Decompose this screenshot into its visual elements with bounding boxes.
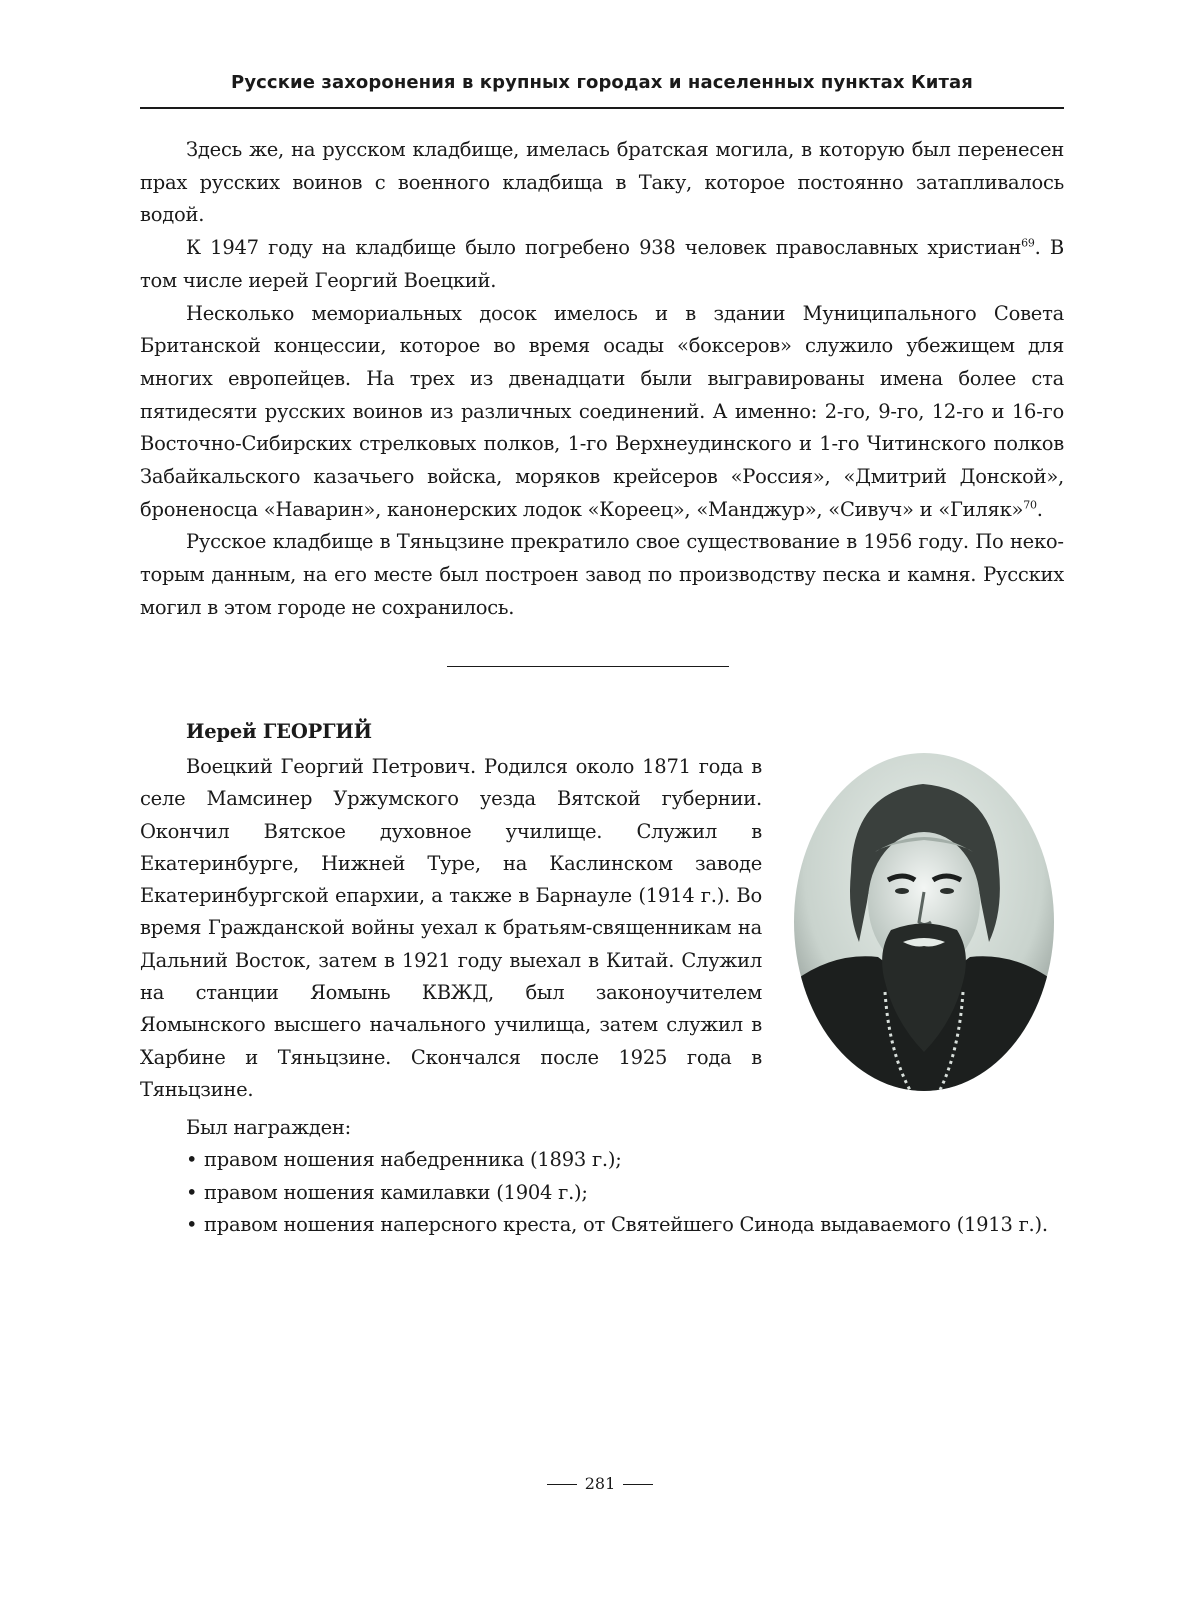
biography-title: Иерей ГЕОРГИЙ: [186, 720, 372, 743]
award-text: правом ношения камилавки (1904 г.);: [204, 1180, 588, 1204]
award-item: [186, 1144, 1064, 1176]
awards-intro: Был награжден:: [186, 1116, 351, 1139]
section-divider: [447, 666, 729, 667]
main-text: [140, 134, 1064, 625]
award-item: [186, 1209, 1064, 1241]
paragraph-1-text: Здесь же, на русском кладбище, имелась братская могила, в которую был перенесен прах русских воинов с военного кладбища в Таку, которое постоянно затапливалось водой.: [140, 138, 1064, 227]
footnote-ref-69: 69: [1021, 236, 1035, 250]
paragraph-2: [140, 232, 1064, 297]
page-footer: [0, 1474, 1200, 1493]
paragraph-1: [140, 134, 1064, 232]
page-number: 281: [584, 1474, 616, 1493]
portrait-oval: [793, 752, 1055, 1092]
footer-dash-left: [547, 1484, 577, 1485]
header-rule: [140, 107, 1064, 109]
priest-portrait-image: [793, 752, 1055, 1092]
running-header: Русские захоронения в крупных городах и населенных пунктах Китая: [231, 72, 973, 93]
awards-section: [140, 1112, 1064, 1241]
footer-dash-right: [623, 1484, 653, 1485]
paragraph-2-text: К 1947 году на кладбище было погребено 938 человек православных христиан: [186, 236, 1022, 260]
paragraph-4-text: Русское кладбище в Тяньцзине прекратило свое существование в 1956 году. По некоторым данным, на его месте был построен завод по производству песка и камня. Русских могил в этом городе не сохранилось.: [140, 530, 1064, 619]
paragraph-3: [140, 298, 1064, 527]
biography-paragraph: Воецкий Георгий Петрович. Родился около 1871 года в селе Мамсинер Уржумского уезда Вятской губернии. Окончил Вятское духовное училище. Служил в Екатеринбурге, Нижней Туре, на Каслинском заводе Екатеринбургской епархии, а также в Барнауле (1914 г.). Во время Гражданской войны уехал к братьям-священникам на Дальний Восток, затем в 1921 году выехал в Китай. Служил на станции Яомынь КВЖД, был законоучителем Яомынского высшего начального училища, затем служил в Харбине и Тяньцзине. Скончался после 1925 года в Тяньцзине.: [140, 755, 762, 1101]
award-text: правом ношения наперсного креста, от Святейшего Синода выдаваемого (1913 г.).: [204, 1212, 1048, 1236]
paragraph-3-text: Несколько мемориальных досок имелось и в здании Муниципального Совета Британской концессии, которое во время осады «боксеров» служило убежищем для многих европейцев. На трех из двенадцати были выгравированы имена более ста пятидесяти русских воинов из различных соединений. А именно: 2-го, 9-го, 12-го и 16-го Восточно-Сибирских стрелковых полков, 1-го Верхнеудинского и 1-го Читинского полков Забайкальского казачьего войска, моряков крейсеров «Россия», «Дмитрий Донской», броненосца «Наварин», канонерских лодок «Кореец», «Манджур», «Сивуч» и «Гиляк»: [140, 301, 1064, 521]
paragraph-2-tail: . В том числе иерей Георгий Воецкий.: [140, 236, 1065, 292]
bullet-icon: •: [186, 1212, 198, 1236]
footnote-ref-70: 70: [1023, 498, 1037, 512]
paragraph-4: [140, 526, 1064, 624]
biography-text-block: [140, 751, 762, 1106]
paragraph-3-tail: .: [1036, 497, 1043, 521]
awards-list: [140, 1144, 1064, 1241]
bullet-icon: •: [186, 1148, 198, 1172]
award-item: [186, 1177, 1064, 1209]
award-text: правом ношения набедренника (1893 г.);: [204, 1148, 622, 1172]
bullet-icon: •: [186, 1180, 198, 1204]
